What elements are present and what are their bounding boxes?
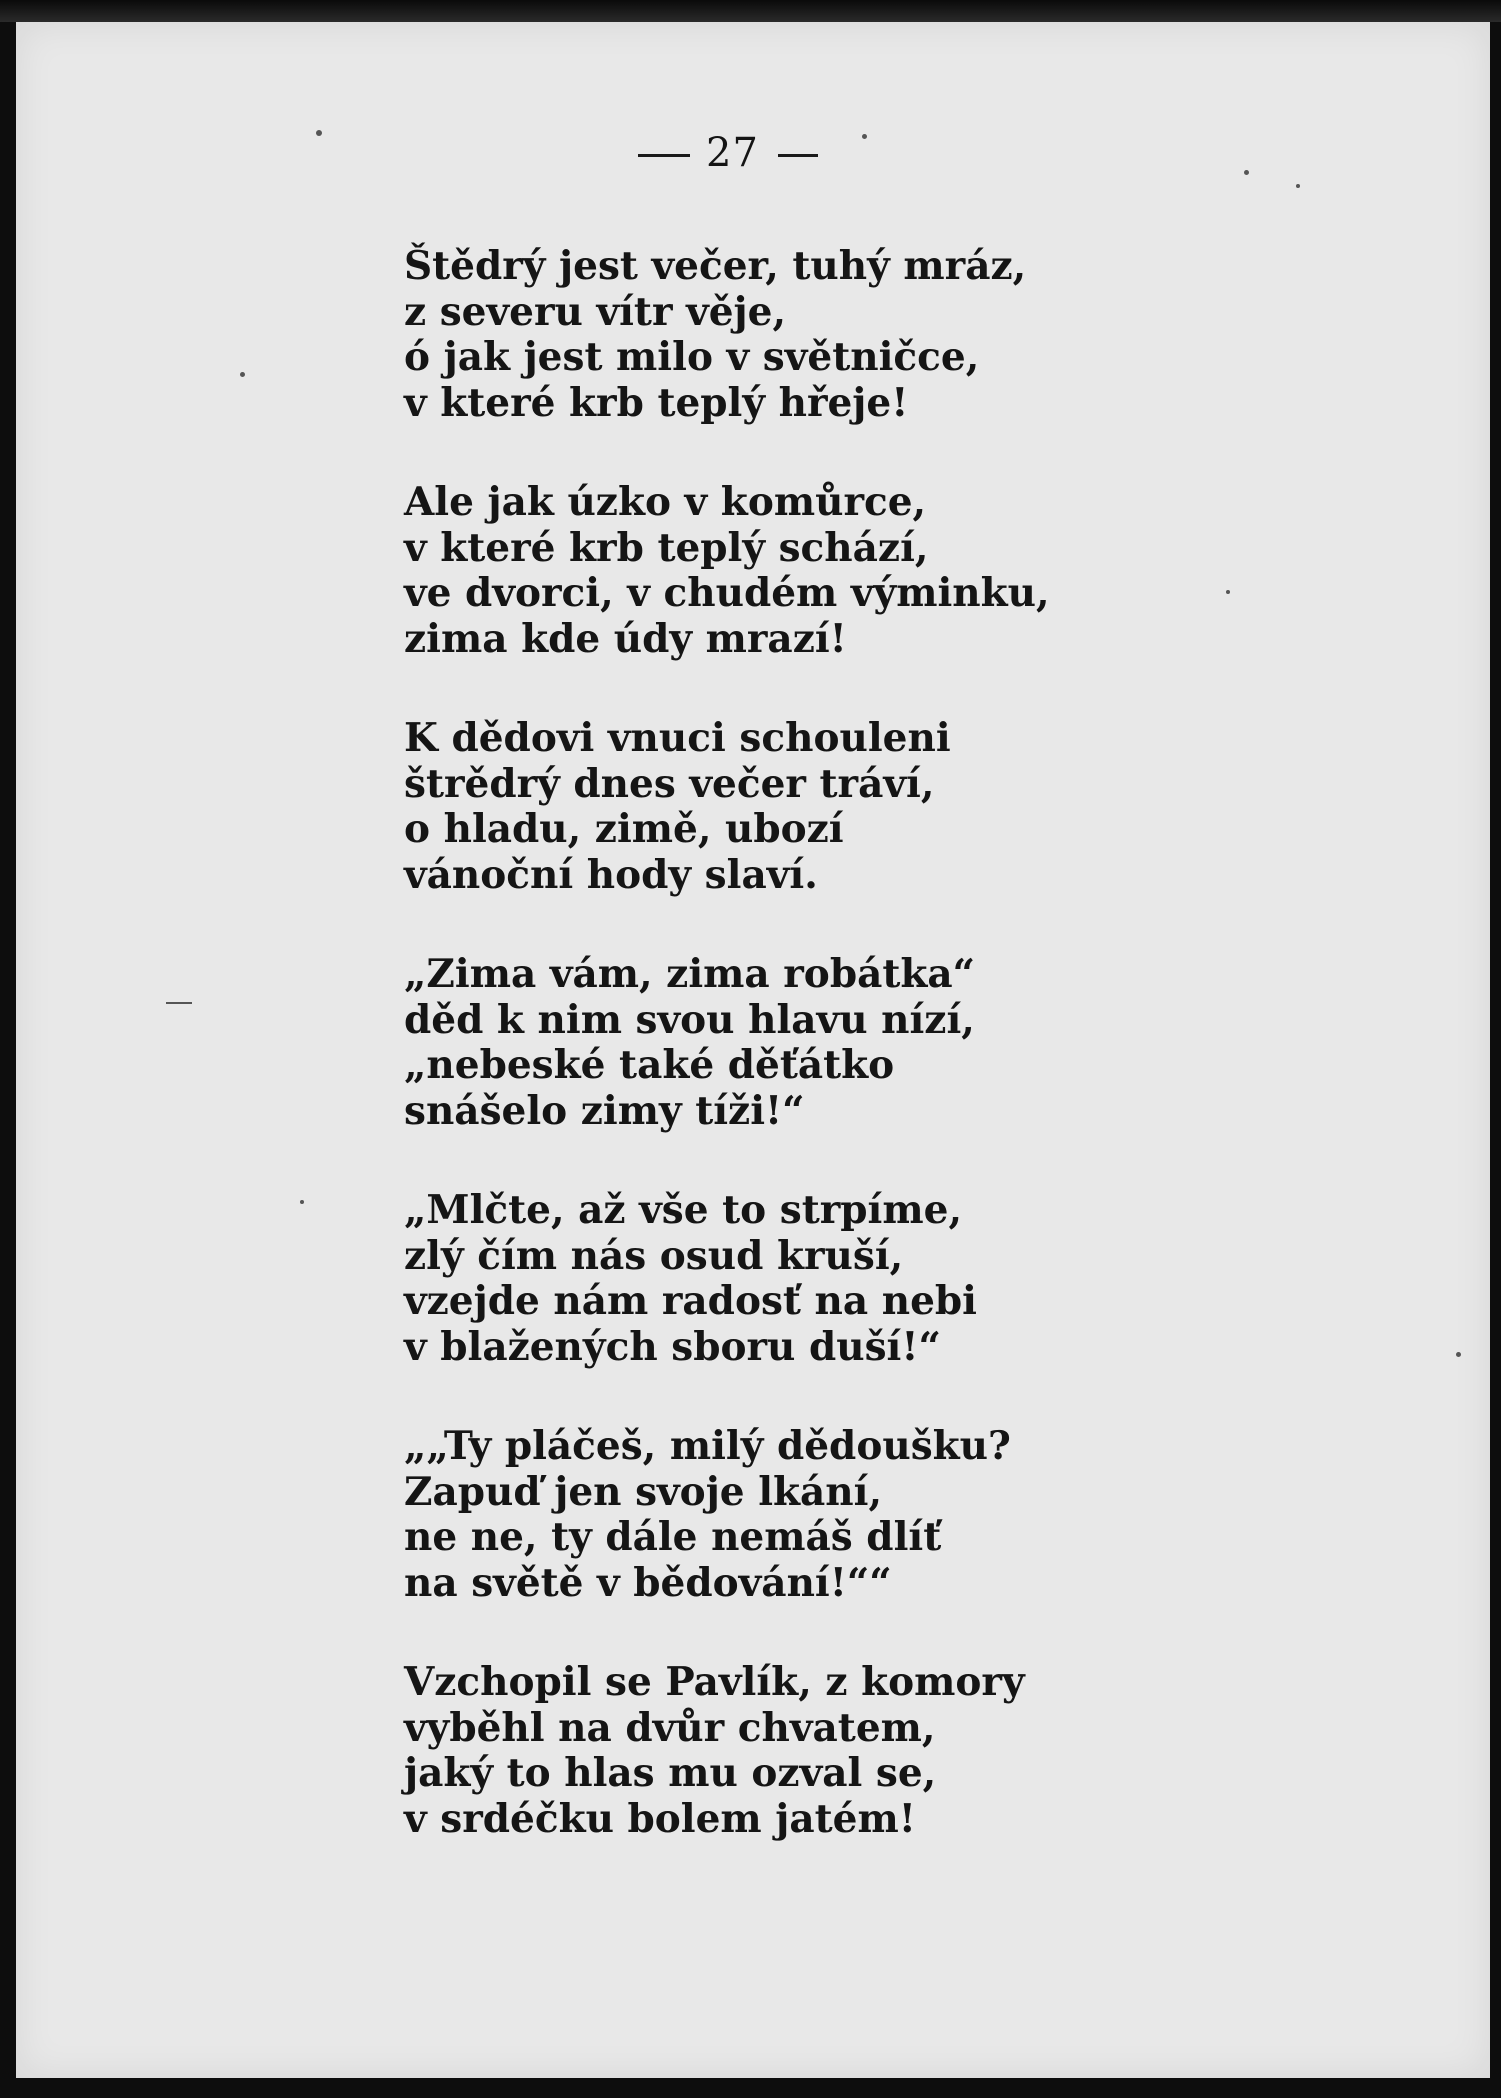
poem-line: na světě v bědování!““ (404, 1559, 892, 1606)
poem-line: z severu vítr věje, (404, 288, 787, 335)
scan-speck (1244, 170, 1249, 175)
poem-line: „Zima vám, zima robátka“ (404, 951, 976, 997)
poem-line: Štědrý jest večer, tuhý mráz, (404, 243, 1027, 289)
poem-line: „„Ty pláčeš, milý dědoušku? (404, 1423, 1011, 1469)
poem-line: „Mlčte, až vše to strpíme, (404, 1187, 963, 1233)
poem-line: ne ne, ty dále nemáš dlíť (404, 1514, 942, 1560)
poem-line: o hladu, zimě, ubozí (404, 806, 844, 852)
stanza (404, 952, 1124, 1134)
scan-speck (316, 130, 322, 136)
scan-speck (1456, 1352, 1461, 1357)
scan-speck (166, 1002, 192, 1004)
scan-border-top (0, 0, 1501, 22)
stanza (404, 1424, 1124, 1606)
book-page (16, 22, 1490, 2078)
poem-line: v srdéčku bolem jatém! (404, 1795, 916, 1842)
page-number-dash-left (638, 154, 690, 157)
stanza (404, 480, 1124, 662)
poem-line: ó jak jest milo v světničce, (404, 334, 980, 380)
stanza (404, 244, 1124, 426)
poem-line: vyběhl na dvůr chvatem, (404, 1704, 936, 1751)
poem-line: jaký to hlas mu ozval se, (404, 1750, 937, 1796)
poem-line: štrědrý dnes večer tráví, (404, 760, 935, 807)
poem-line: zlý čím nás osud kruší, (404, 1232, 904, 1279)
stanza (404, 716, 1124, 898)
poem-line: Zapuď jen svoje lkání, (404, 1468, 883, 1515)
poem-line: v které krb teplý hřeje! (404, 379, 909, 426)
poem-line: vánoční hody slaví. (404, 851, 818, 898)
scan-speck (1296, 184, 1300, 188)
poem-line: K dědovi vnuci schouleni (404, 715, 951, 761)
page-number: 27 (706, 130, 759, 176)
poem-line: zima kde údy mrazí! (404, 615, 847, 662)
scan-speck (862, 134, 867, 139)
poem-line: vzejde nám radosť na nebi (404, 1278, 977, 1324)
scan-speck (300, 1200, 304, 1204)
stanza (404, 1188, 1124, 1370)
poem-line: děd k nim svou hlavu nízí, (404, 996, 975, 1043)
scan-speck (240, 372, 245, 377)
page-number-dash-right (778, 154, 818, 157)
poem (404, 244, 1124, 1896)
poem-line: Vzchopil se Pavlík, z komory (404, 1659, 1025, 1705)
poem-line: Ale jak úzko v komůrce, (404, 479, 927, 525)
poem-line: v které krb teplý schází, (404, 524, 929, 571)
poem-line: snášelo zimy tíži!“ (404, 1087, 805, 1134)
poem-line: ve dvorci, v chudém výminku, (404, 570, 1050, 616)
poem-line: v blažených sboru duší!“ (404, 1323, 941, 1370)
scan-speck (1226, 590, 1230, 594)
stanza (404, 1660, 1124, 1842)
poem-line: „nebeské také děťátko (404, 1042, 895, 1088)
